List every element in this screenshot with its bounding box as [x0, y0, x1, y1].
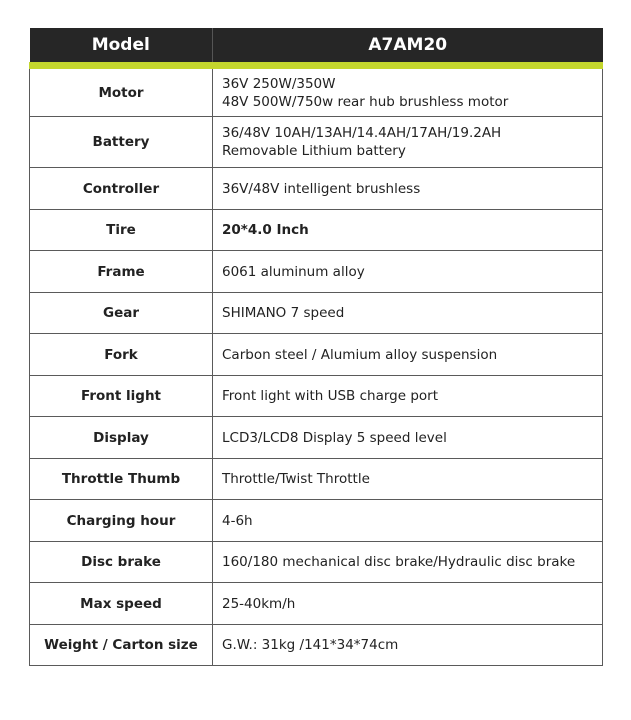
row-value-line: Removable Lithium battery — [222, 143, 406, 159]
row-value: 36V/48V intelligent brushless — [213, 168, 603, 210]
spec-table — [29, 28, 603, 666]
row-value: 6061 aluminum alloy — [213, 251, 603, 293]
row-value: Front light with USB charge port — [213, 376, 603, 417]
row-value: 20*4.0 Inch — [213, 210, 603, 251]
row-value: Throttle/Twist Throttle — [213, 459, 603, 500]
row-label: Gear — [30, 293, 213, 334]
table-row — [30, 542, 603, 583]
row-label: Charging hour — [30, 500, 213, 542]
table-row — [30, 117, 603, 168]
row-value: SHIMANO 7 speed — [213, 293, 603, 334]
table-row — [30, 625, 603, 666]
row-label: Tire — [30, 210, 213, 251]
row-label: Throttle Thumb — [30, 459, 213, 500]
table-row — [30, 459, 603, 500]
table-row — [30, 500, 603, 542]
row-value-line: 36V 250W/350W — [222, 75, 336, 92]
table-row — [30, 168, 603, 210]
table-row — [30, 293, 603, 334]
row-value-line: 36/48V 10AH/13AH/14.4AH/17AH/19.2AH — [222, 125, 502, 141]
row-value: 4-6h — [213, 500, 603, 542]
table-row — [30, 66, 603, 117]
row-value: LCD3/LCD8 Display 5 speed level — [213, 417, 603, 459]
row-label: Frame — [30, 251, 213, 293]
header-model-value: A7AM20 — [213, 28, 603, 66]
row-label: Disc brake — [30, 542, 213, 583]
header-model-label: Model — [30, 28, 213, 66]
header-row — [30, 28, 603, 66]
row-label: Controller — [30, 168, 213, 210]
table-row — [30, 210, 603, 251]
row-label: Fork — [30, 334, 213, 376]
row-label: Display — [30, 417, 213, 459]
row-label: Battery — [30, 117, 213, 168]
row-value — [213, 117, 603, 168]
row-label: Front light — [30, 376, 213, 417]
row-value-line: 48V 500W/750w rear hub brushless motor — [222, 93, 509, 110]
table-row — [30, 376, 603, 417]
row-value — [213, 66, 603, 117]
row-label: Weight / Carton size — [30, 625, 213, 666]
row-value: Carbon steel / Alumium alloy suspension — [213, 334, 603, 376]
table-row — [30, 334, 603, 376]
row-label: Motor — [30, 66, 213, 117]
table-row — [30, 251, 603, 293]
row-value: G.W.: 31kg /141*34*74cm — [213, 625, 603, 666]
table-row — [30, 583, 603, 625]
row-value: 160/180 mechanical disc brake/Hydraulic disc brake — [213, 542, 603, 583]
row-label: Max speed — [30, 583, 213, 625]
row-value: 25-40km/h — [213, 583, 603, 625]
table-row — [30, 417, 603, 459]
